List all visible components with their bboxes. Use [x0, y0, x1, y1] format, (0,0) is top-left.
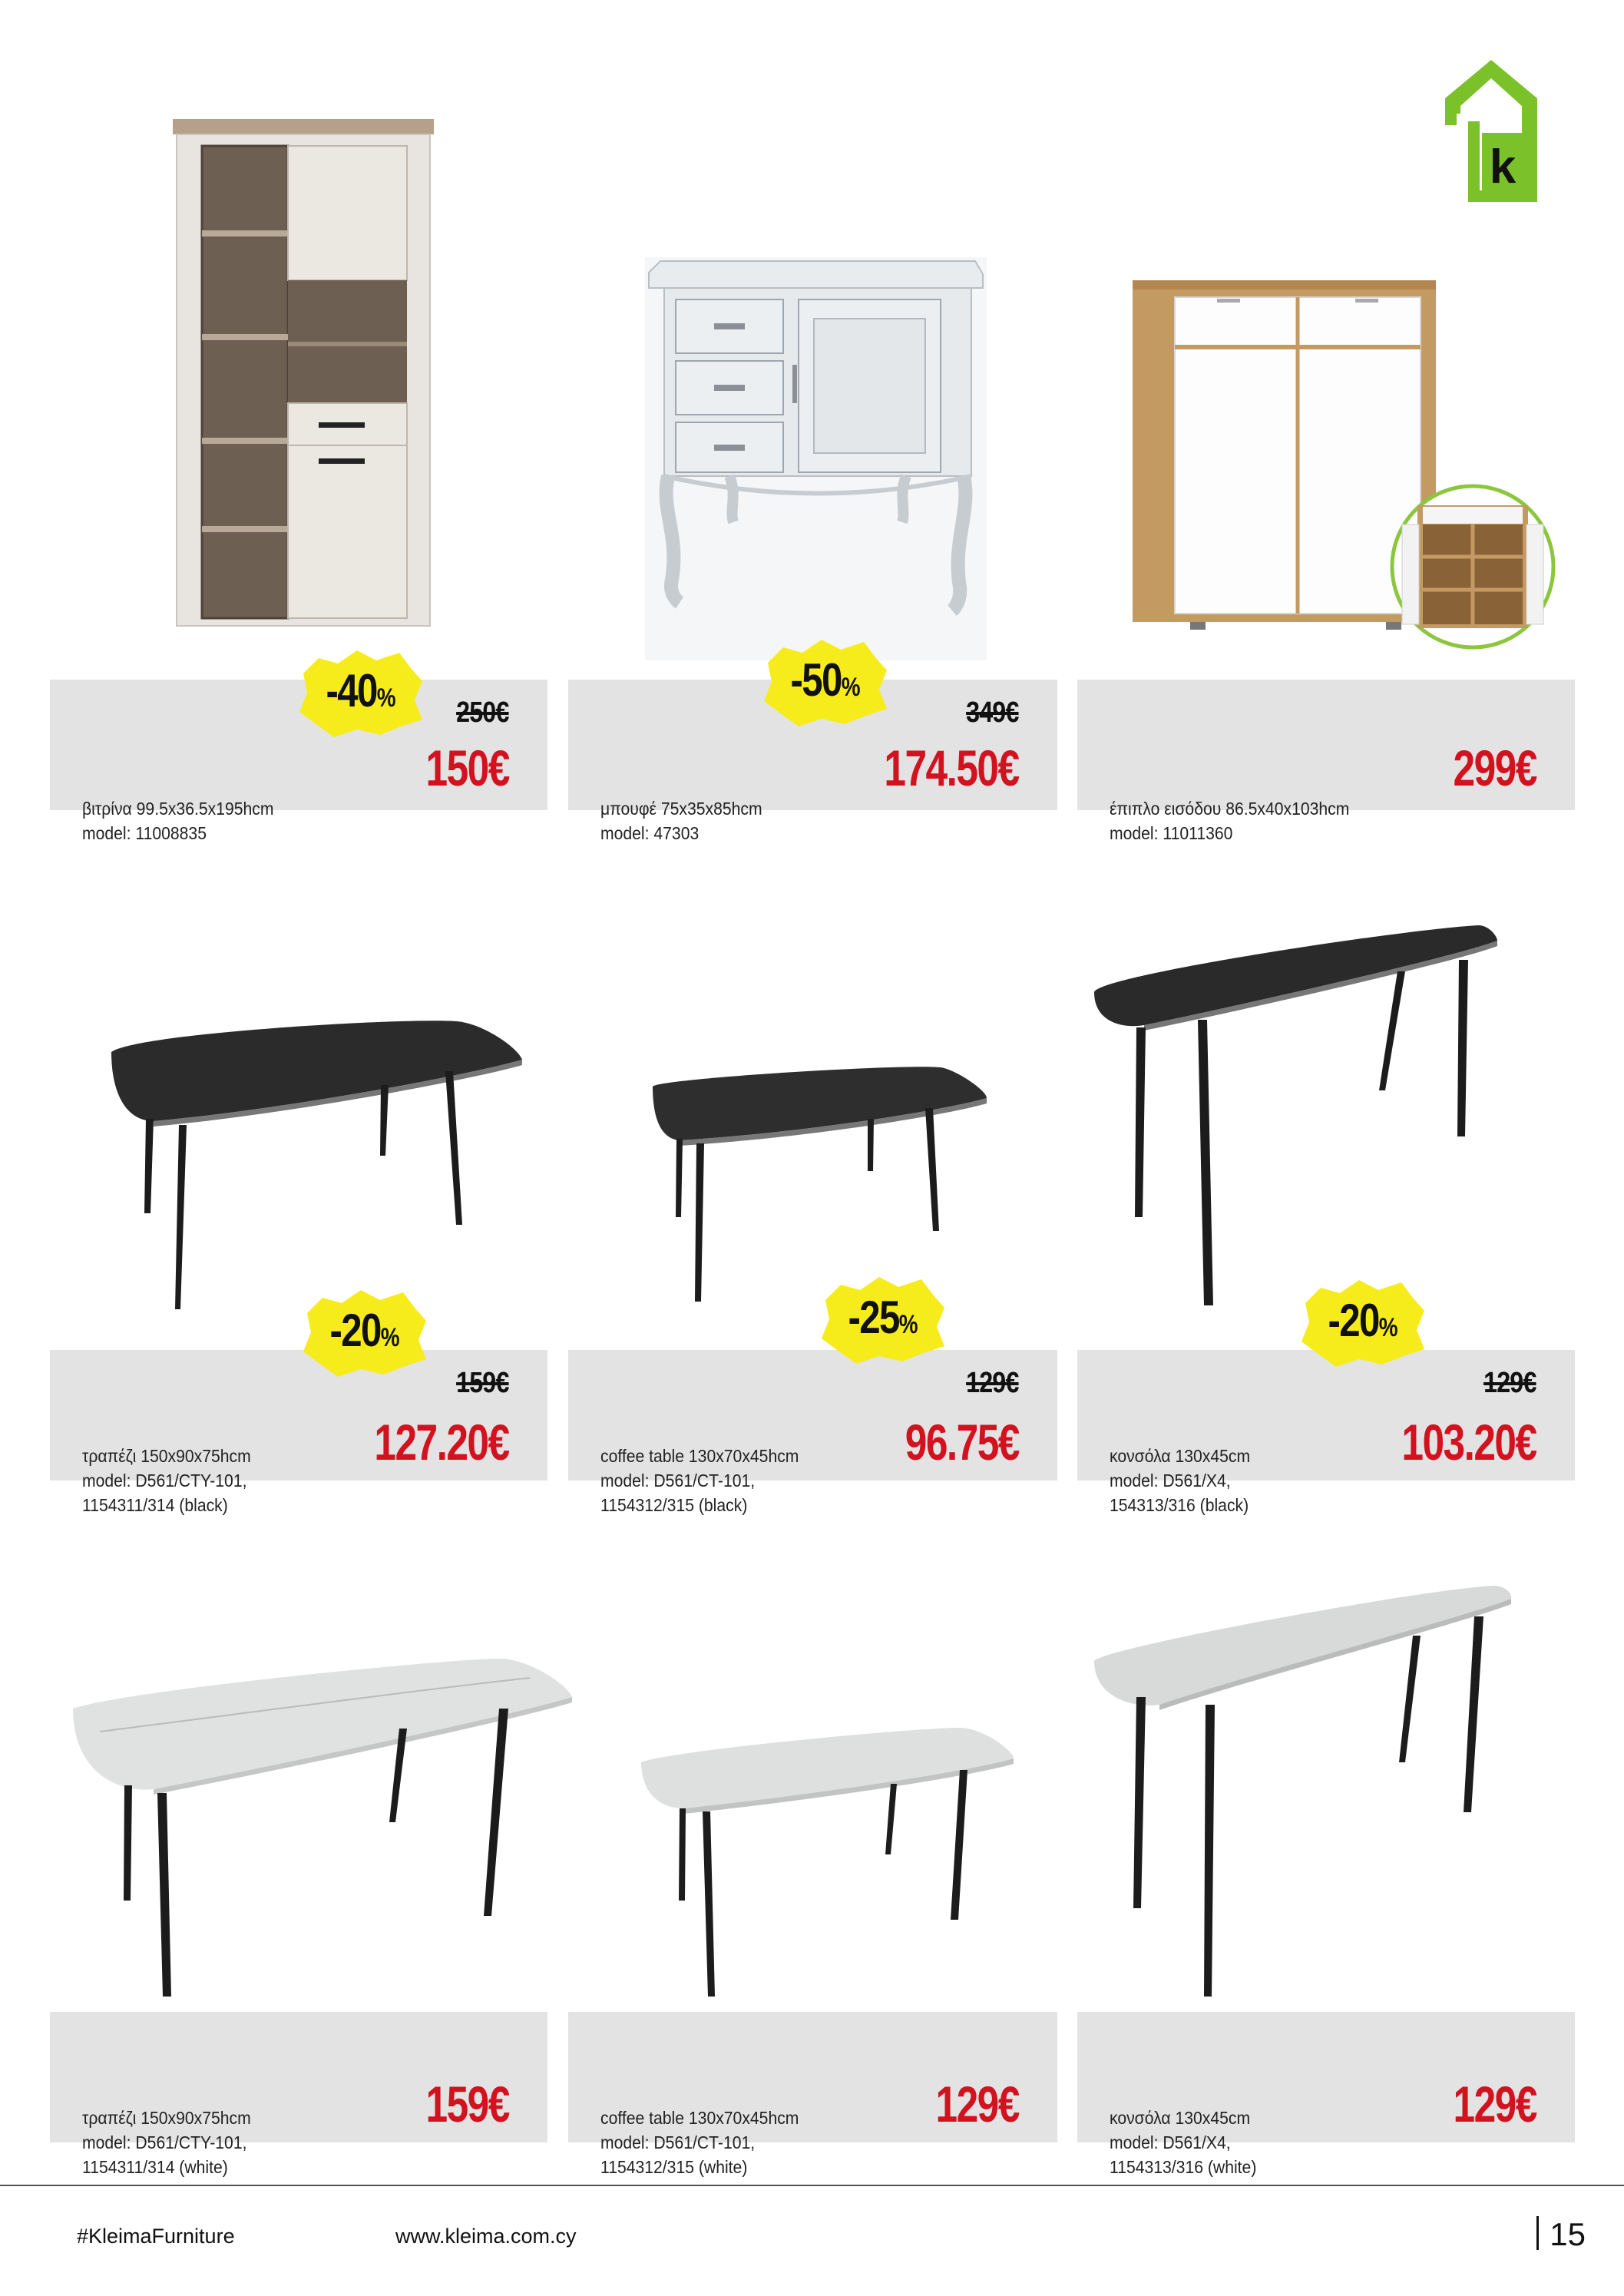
product-image-dining-table-black[interactable]: [107, 1017, 526, 1317]
product-image-console-white[interactable]: [1090, 1582, 1513, 2000]
product-description: έπιπλο εισόδου 86.5x40x103hcm model: 11011360: [1110, 799, 1350, 843]
old-price: 159€: [456, 1367, 509, 1399]
discount-badge: -40%: [296, 647, 426, 739]
product-info-bar: [50, 1350, 547, 1515]
footer-divider: [0, 2185, 1624, 2186]
page-number: 15: [1536, 2216, 1586, 2253]
product-info-bar: [1077, 2012, 1575, 2177]
product-info-bar: [1077, 680, 1575, 843]
discount-badge: -20%: [299, 1286, 430, 1378]
old-price: 129€: [966, 1367, 1019, 1399]
product-description: τραπέζι 150x90x75hcm model: D561/CTY-101, 1154311/314 (white): [82, 2108, 251, 2177]
footer-website-link[interactable]: www.kleima.com.cy: [395, 2225, 577, 2248]
product-description: κονσόλα 130x45cm model: D561/X4, 1154313/316 (white): [1110, 2108, 1257, 2177]
old-price: 349€: [966, 696, 1019, 729]
new-price: 129€: [935, 2076, 1019, 2132]
product-image-buffet[interactable]: [645, 257, 987, 660]
product-info-bar: [50, 2012, 547, 2177]
product-info-bar: [568, 1350, 1057, 1515]
discount-badge: -50%: [760, 636, 891, 728]
new-price: 96.75€: [905, 1414, 1019, 1471]
old-price: 129€: [1483, 1367, 1536, 1399]
product-description: κονσόλα 130x45cm model: D561/X4, 154313/316 (black): [1110, 1446, 1251, 1515]
product-description: coffee table 130x70x45hcm model: D561/CT-101, 1154312/315 (black): [600, 1446, 799, 1515]
product-description: coffee table 130x70x45hcm model: D561/CT-101, 1154312/315 (white): [600, 2108, 799, 2177]
logo-letter: k: [1489, 141, 1517, 194]
product-image-console-black[interactable]: [1090, 921, 1505, 1309]
new-price: 159€: [425, 2076, 509, 2132]
kleima-logo[interactable]: [1437, 60, 1545, 202]
discount-badge: -20%: [1298, 1276, 1428, 1368]
new-price: 129€: [1453, 2076, 1536, 2132]
product-info-bar: [568, 2012, 1057, 2177]
product-description: τραπέζι 150x90x75hcm model: D561/CTY-101, 1154311/314 (black): [82, 1446, 251, 1515]
product-description: μπουφέ 75x35x85hcm model: 47303: [600, 799, 762, 843]
old-price: 250€: [456, 696, 509, 729]
new-price: 127.20€: [374, 1414, 509, 1471]
product-image-dining-table-white[interactable]: [69, 1655, 576, 2004]
new-price: 103.20€: [1401, 1414, 1536, 1471]
product-image-coffee-table-black[interactable]: [649, 1064, 991, 1309]
product-description: βιτρίνα 99.5x36.5x195hcm model: 11008835: [82, 799, 274, 843]
product-image-coffee-table-white[interactable]: [637, 1724, 1017, 2004]
new-price: 299€: [1453, 739, 1536, 796]
discount-badge: -25%: [818, 1273, 948, 1365]
product-image-display-cabinet[interactable]: [173, 119, 434, 630]
product-image-hallway-cabinet-open-inset[interactable]: [1388, 482, 1557, 651]
footer-hashtag[interactable]: #KleimaFurniture: [77, 2225, 235, 2248]
product-info-bar: [1077, 1350, 1575, 1515]
new-price: 174.50€: [884, 739, 1019, 796]
new-price: 150€: [425, 739, 509, 796]
